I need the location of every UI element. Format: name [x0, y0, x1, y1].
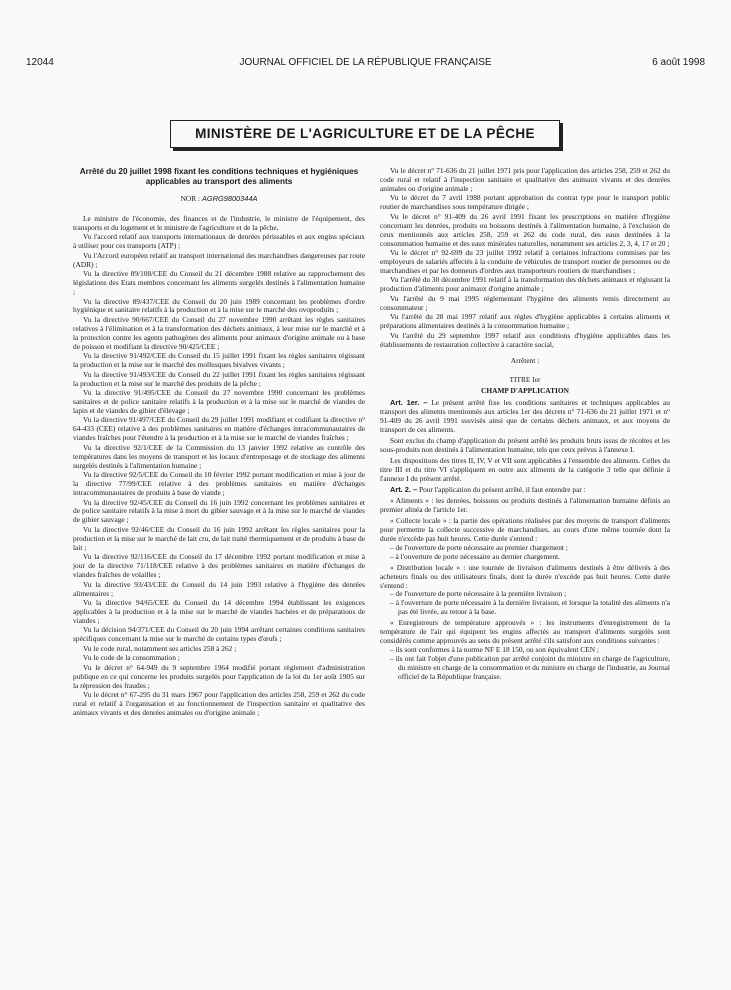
visa-paragraph: Vu la directive 91/492/CEE du Conseil du 15 juillet 1991 fixant les règles sanitaires régissant la production et la mise sur le marché des mollusques bivalves vivants ; [73, 351, 365, 370]
right-column [380, 167, 670, 682]
visa-paragraph: Vu le décret n° 64-949 du 9 septembre 1964 modifié portant règlement d'administration publique en ce qui concerne les produits surgelés pour l'application de la loi du 1er août 1905 sur la répression des fraudes ; [73, 662, 365, 690]
visa-paragraph: Vu la directive 91/493/CEE du Conseil du 22 juillet 1991 fixant les règles sanitaires régissant la production et la mise sur le marché des produits de la pêche ; [73, 369, 365, 388]
visa-list-left [73, 215, 365, 718]
left-column [73, 167, 365, 718]
visa-paragraph: Vu la directive 92/116/CEE du Conseil du 17 décembre 1992 portant modification et mise à jour de la directive 71/118/CEE relative à des problèmes sanitaires en matière d'échanges de viandes fraîches de volailles ; [73, 552, 365, 580]
visa-paragraph: Vu la directive 89/437/CEE du Conseil du 20 juin 1989 concernant les problèmes d'ordre hygiénique et sanitaire relatifs à la production et à la mise sur le marché des ovoproduits ; [73, 296, 365, 315]
visa-paragraph: Vu la directive 92/5/CEE du Conseil du 10 février 1992 portant modification et mise à jour de la directive 77/99/CEE relative à des problèmes sanitaires en matière d'échanges intracommunautaires de produits à base de viande ; [73, 470, 365, 498]
definition-paragraph: « Aliments » : les denrées, boissons ou produits destinés à l'alimentation humaine définis au premier alinéa de l'article 1er. [380, 495, 670, 514]
journal-title: JOURNAL OFFICIEL DE LA RÉPUBLIQUE FRANÇAISE [239, 57, 492, 68]
page-number: 12044 [26, 57, 54, 68]
article-2-intro: Pour l'application du présent arrêté, il faut entendre par : [418, 485, 586, 494]
definition-paragraph: « Distribution locale » : une tournée de livraison d'aliments destinés à être délivrés à des acheteurs finals ou des utilisateurs finals, dont la durée n'excède pas huit heures. Cette durée s'entend : [380, 562, 670, 590]
article-2-definitions [380, 497, 670, 682]
nor-code: AGRG9800344A [201, 194, 258, 203]
visa-paragraph: Vu la directive 91/497/CEE du Conseil du 29 juillet 1991 modifiant et codifiant la directive n° 64-433 (CEE) relative à des problèmes sanitaires en matière d'échanges intracommunautaires de viandes fraîches pour l'étendre à la production et à la mise sur le marché de viandes fraîches ; [73, 415, 365, 443]
definition-dash-item: – ils sont conformes à la norme NF E 18 150, ou son équivalent CEN ; [390, 645, 599, 655]
page-header [0, 0, 731, 68]
definition-dash-item: – à l'ouverture de porte nécessaire à la dernière livraison, et lorsque la totalité des aliments n'a pas été livrée, au retour à la base. [390, 598, 670, 617]
definition-dash-item: – de l'ouverture de porte nécessaire à la première livraison ; [390, 589, 567, 599]
visa-list-right [380, 167, 670, 350]
visa-paragraph: Vu l'accord relatif aux transports internationaux de denrées périssables et aux engins spéciaux à utiliser pour ces transports (ATP) ; [73, 232, 365, 251]
visa-paragraph: Vu la décision 94/371/CEE du Conseil du 20 juin 1994 arrêtant certaines conditions sanitaires spécifiques concernant la mise sur le marché de certains types d'œufs ; [73, 625, 365, 644]
visa-paragraph: Vu l'Accord européen relatif au transport international des marchandises dangereuses par route (ADR) ; [73, 250, 365, 269]
arretent-line: Arrêtent : [510, 355, 540, 365]
ministry-heading: MINISTÈRE DE L'AGRICULTURE ET DE LA PÊCHE [170, 120, 560, 148]
visa-paragraph: Vu la directive 92/46/CEE du Conseil du 16 juin 1992 arrêtant les règles sanitaires pour la production et la mise sur le marché de lait cru, de lait traité thermiquement et de produits à base de lait ; [73, 524, 365, 552]
nor-reference [73, 195, 365, 204]
visa-paragraph: Vu le code rural, notamment ses articles 258 à 262 ; [83, 643, 237, 653]
article-1-paragraphs [380, 437, 670, 484]
visa-paragraph: Vu l'arrêté du 30 décembre 1991 relatif à la transformation des déchets animaux et régissant la production d'aliments pour animaux d'origine animale ; [380, 275, 670, 294]
article-paragraph: Les dispositions des titres II, IV, V et VII sont applicables à l'ensemble des aliments. Celles du titre III et du titre VI s'appliquent en outre aux aliments de la catégorie 3 telle que définie à l'annexe I du présent arrêté. [380, 456, 670, 484]
section-heading: CHAMP D'APPLICATION [481, 386, 569, 396]
visa-paragraph: Vu l'arrêté du 9 mai 1995 réglementant l'hygiène des aliments remis directement au consommateur ; [380, 293, 670, 312]
visa-paragraph: Vu la directive 92/45/CEE du Conseil du 16 juin 1992 concernant les problèmes sanitaires et de police sanitaire relatifs à la mise à mort du gibier sauvage et à la mise sur le marché de viandes de gibier sauvage ; [73, 497, 365, 525]
visa-paragraph: Vu le décret n° 92-699 du 23 juillet 1992 relatif à certaines infractions commises par les employeurs de salariés affectés à la conduite de véhicules de transport routier de personnes ou de marchandises et par les donneurs d'ordres aux transporteurs routiers de marchandises ; [380, 248, 670, 275]
definition-paragraph: « Collecte locale » : la partie des opérations réalisées par des moyens de transport d'aliments pour permettre la collecte successive de marchandises, au cours d'une même tournée dont la durée n'excède pas huit heures. Cette durée s'entend : [380, 515, 670, 543]
visa-paragraph: Le ministre de l'économie, des finances et de l'industrie, le ministre de l'équipement, des transports et du logement et le ministre de l'agriculture et de la pêche, [73, 213, 365, 232]
visa-paragraph: Vu la directive 91/495/CEE du Conseil du 27 novembre 1990 concernant les problèmes sanitaires et de police sanitaire relatifs à la production et à la mise sur le marché de viandes de lapin et de viandes de gibier d'élevage ; [73, 388, 365, 415]
nor-label: NOR : [180, 194, 201, 203]
visa-paragraph: Vu l'arrêté du 29 septembre 1997 relatif aux conditions d'hygiène applicables dans les établissements de restauration collective à caractère social, [380, 330, 670, 349]
title-heading: TITRE Ier [509, 374, 541, 384]
visa-paragraph: Vu le décret n° 91-409 du 26 avril 1991 fixant les prescriptions en matière d'hygiène concernant les denrées, produits ou boissons destinés à l'alimentation humaine, à l'exclusion de ceux mentionnés aux articles 258, 259 et 262 du code rural, des eaux destinées à la consommation humaine et des eaux minérales naturelles, notamment ses articles 2, 3, 4, 17 et 20 ; [380, 211, 670, 248]
article-2 [380, 486, 670, 495]
definition-dash-item: – à l'ouverture de porte nécessaire au dernier chargement. [390, 551, 561, 561]
definition-dash-item: – de l'ouverture de porte nécessaire au premier chargement ; [390, 542, 568, 552]
publication-date: 6 août 1998 [652, 57, 705, 68]
visa-paragraph: Vu le décret n° 67-295 du 31 mars 1967 pour l'application des articles 258, 259 et 262 du code rural et relatif à l'organisation et au fonctionnement de l'inspection sanitaire et qualitative des animaux vivants et des denrées animales ou d'origine animale ; [73, 690, 365, 717]
visa-paragraph: Vu le décret n° 71-636 du 21 juillet 1971 pris pour l'application des articles 258, 259 et 262 du code rural et relatif à l'inspection sanitaire et qualitative des animaux vivants et des denrées animales ou d'origine animale ; [380, 166, 670, 193]
visa-paragraph: Vu la directive 90/667/CEE du Conseil du 27 novembre 1990 arrêtant les règles sanitaires relatives à l'élimination et à la transformation des déchets animaux, à leur mise sur le marché et à la protection contre les agents pathogènes des aliments pour animaux d'origine animale ou à base de poisson et modifiant la directive 90/425/CEE ; [73, 314, 365, 351]
article-1-label: Art. 1er. – [390, 398, 428, 408]
visa-paragraph: Vu le décret du 7 avril 1988 portant approbation du contrat type pour le transport public routier de marchandises sous température dirigée ; [380, 193, 670, 212]
article-1-text: Le présent arrêté fixe les conditions sanitaires et techniques applicables au transport des aliments mentionnés aux articles 1er des décrets n° 71-636 du 21 juillet 1971 et n° 91-409 du 26 avril 1991 susvisés ainsi que de certains déchets animaux, et aux moyens de transport de ces aliments. [380, 398, 670, 435]
visa-paragraph: Vu le code de la consommation ; [83, 653, 180, 663]
visa-paragraph: Vu la directive 93/43/CEE du Conseil du 14 juin 1993 relative à l'hygiène des denrées alimentaires ; [73, 579, 365, 598]
visa-paragraph: Vu la directive 94/65/CEE du Conseil du 14 décembre 1994 établissant les exigences applicables à la production et à la mise sur le marché de viandes hachées et de préparations de viandes ; [73, 597, 365, 625]
definition-paragraph: « Enregistreurs de température approuvés » : les instruments d'enregistrement de la température de l'air qui équipent les engins affectés au transport d'aliments surgelés sont considérés comme approuvés au sens du présent arrêté s'ils satisfont aux conditions suivantes : [380, 618, 670, 646]
visa-paragraph: Vu l'arrêté du 28 mai 1997 relatif aux règles d'hygiène applicables à certains aliments et préparations alimentaires destinés à la consommation humaine ; [380, 312, 670, 331]
visa-paragraph: Vu la directive 89/108/CEE du Conseil du 21 décembre 1988 relative au rapprochement des législations des Etats membres concernant les aliments surgelés destinés à l'alimentation humaine ; [73, 269, 365, 297]
visa-paragraph: Vu la directive 92/1/CEE de la Commission du 13 janvier 1992 relative au contrôle des températures dans les moyens de transport et les locaux d'entreposage et de stockage des aliments surgelés destinés à l'alimentation humaine ; [73, 442, 365, 470]
definition-dash-item: – ils ont fait l'objet d'une publication par arrêté conjoint du ministre en charge de l'agriculture, du ministre en charge de la consommation et du ministre en charge de l'industrie, au Journal officiel de la République française. [390, 654, 670, 682]
article-paragraph: Sont exclus du champ d'application du présent arrêté les produits bruts issus de récoltes et les sous-produits non destinés à l'alimentation humaine, tels que ceux prévus à l'annexe I. [380, 436, 670, 455]
article-1 [380, 399, 670, 435]
decree-title: Arrêté du 20 juillet 1998 fixant les conditions techniques et hygiéniques applicables au transport des aliments [79, 167, 359, 186]
article-2-label: Art. 2. – [390, 485, 418, 494]
